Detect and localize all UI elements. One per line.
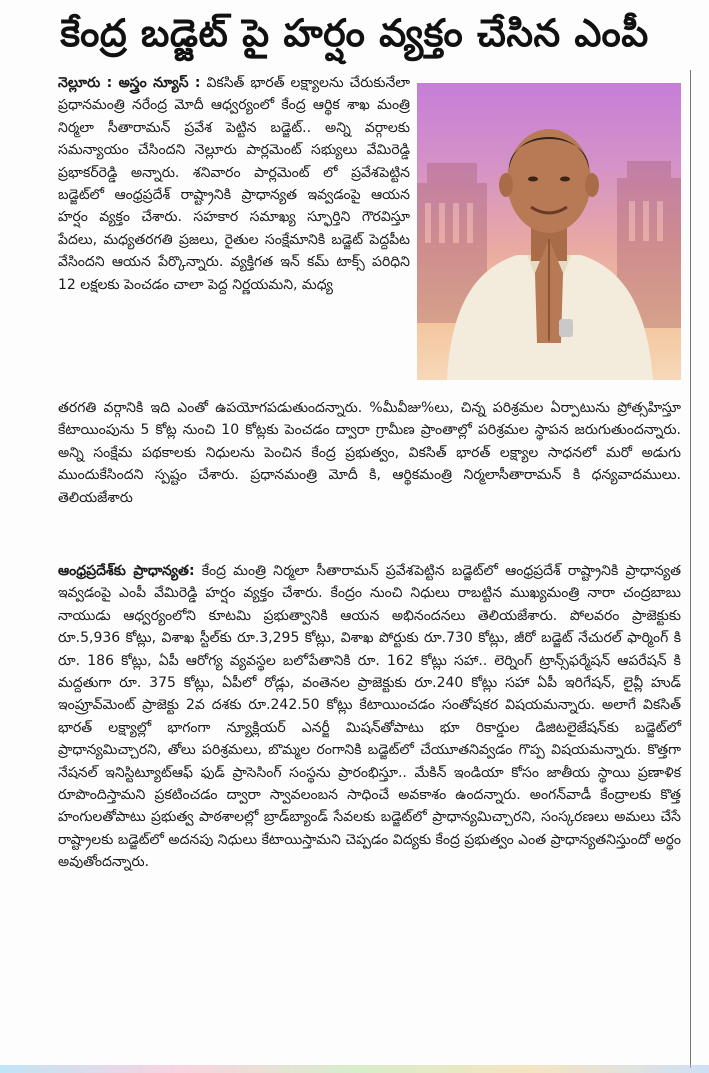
mp-photo (417, 83, 681, 380)
headline: కేంద్ర బడ్జెట్ పై హర్షం వ్యక్తం చేసిన ఎంపీ (60, 11, 649, 55)
dateline: నెల్లూరు : అస్త్రం న్యూస్ : (58, 75, 201, 91)
ap-priority-text: కేంద్ర మంత్రి నిర్మలా సీతారామన్ ప్రవేశపెట్టిన బడ్జెట్‌లో ఆంధ్రప్రదేశ్ రాష్ట్రానికి ప్రాధాన్యత ఇవ్వడంపై ఎంపీ వేమిరెడ్డి హర్షం వ్యక్తం చేశారు. కేంద్రం నుంచి నిధులు రాబట్టిన ముఖ్యమంత్రి నారా చంద్రబాబు నాయుడు ఆధ్వర్యంలోని కూటమి ప్రభుత్వానికి ఆయన అభినందనలు తెలియజేశారు. పోలవరం ప్రాజెక్టుకు రూ.5,936 కోట్లు, విశాఖ స్టీల్‌కు రూ.3,295 కోట్లు, విశాఖ పోర్టుకు రూ.730 కోట్లు, జీరో బడ్జెట్ నేచురల్ ఫార్మింగ్ కి రూ. 186 కోట్లు, ఏపీ ఆరోగ్య వ్యవస్థల బలోపేతానికి రూ. 162 కోట్లు సహా.. లెర్నింగ్ ట్రాన్స్‌ఫర్మేషన్ ఆపరేషన్ కి మద్దతుగా రూ. 375 కోట్లు, ఏపీలో రోడ్లు, వంతెనల ప్రాజెక్టుకు రూ.240 కోట్లు సహా ఏపీ ఇరిగేషన్, లైవ్లీ హుడ్ ఇంప్రూవ్‌మెంట్ ప్రాజెక్టు 2వ దశకు రూ.242.50 కోట్లు కేటాయించడం సంతోషకర విషయమన్నారు. అలాగే వికసిత్ భారత్ లక్ష్యాల్లో భాగంగా న్యూక్లియర్ ఎనర్జీ మిషన్‌తోపాటు భూ రికార్డుల డిజిటలైజేషన్‌కు బడ్జెట్‌లో ప్రాధాన్యమిచ్చారని, తోలు పరిశ్రమలు, బొమ్మల రంగానికి బడ్జెట్‌లో చేయూతనివ్వడం గొప్ప విషయమన్నారు. కొత్తగా నేషనల్ ఇనిస్టిట్యూట్‌ఆఫ్ ఫుడ్ ప్రాసెసింగ్ సంస్థను ప్రారంభిస్తూ.. మేకిన్ ఇండియా కోసం జాతీయ స్థాయి ప్రణాళిక రూపొందిస్తామని ప్రకటించడం ద్వారా స్వావలంబన సాధించే అవకాశం ఉందన్నారు. అంగన్‌వాడీ కేంద్రాలకు కొత్త హంగులతోపాటు ప్రభుత్వ పాఠశాలల్లో బ్రాడ్‌బ్యాండ్ సేవలకు బడ్జెట్‌లో ప్రాధాన్యమిచ్చారని, సంస్కరణలు అమలు చేసే రాష్ట్రాలకు బడ్జెట్‌లో అదనపు నిధులు కేటాయిస్తామని చెప్పడం విద్యకు కేంద్ర ప్రభుత్వం ఎంత ప్రాధాన్యతనిస్తుందో అర్థం అవుతోందన్నారు. (58, 563, 682, 871)
page-edge-strip (0, 1065, 709, 1073)
article-paragraph-intro (58, 72, 410, 296)
intro-text: వికసిత్ భారత్ లక్ష్యాలను చేరుకునేలా ప్రధానమంత్రి నరేంద్ర మోదీ ఆధ్వర్యంలో కేంద్ర ఆర్థిక శాఖ మంత్రి నిర్మలా సీతారామన్ ప్రవేశ పెట్టిన బడ్జెట్.. అన్ని వర్గాలకు సమన్యాయం చేసిందని నెల్లూరు పార్లమెంట్ సభ్యులు వేమిరెడ్డి ప్రభాకర్‌రెడ్డి అన్నారు. శనివారం పార్లమెంట్ లో ప్రవేశపెట్టిన బడ్జెట్‌లో ఆంధ్రప్రదేశ్ రాష్ట్రానికి ప్రాధాన్యత ఇవ్వడంపై ఆయన హర్షం వ్యక్తం చేశారు. సహకార సమాఖ్య స్ఫూర్తిని గౌరవిస్తూ పేదలు, మధ్యతరగతి ప్రజలు, రైతుల సంక్షేమానికి బడ్జెట్ పెద్దపీట వేసిందని ఆయన పేర్కొన్నారు. వ్యక్తిగత ఇన్ కమ్ టాక్స్ పరిధిని 12 లక్షలకు పెంచడం చాలా పెద్ద నిర్ణయమని, మధ్య (58, 75, 410, 293)
column-rule (690, 70, 691, 1068)
subheading: ఆంధ్రప్రదేశ్‌కు ప్రాధాన్యత: (58, 563, 195, 579)
article-paragraph-ap-priority (58, 560, 681, 874)
article-paragraph-intro-continued: తరగతి వర్గానికి ఇది ఎంతో ఉపయోగపడుతుందన్నారు. %మీవీజు%లు, చిన్న పరిశ్రమల ఏర్పాటును ప్రోత్సహిస్తూ కేటాయింపును 5 కోట్ల నుంచి 10 కోట్లకు పెంచడం ద్వారా గ్రామీణ ప్రాంతాల్లో పరిశ్రమల స్థాపన జరుగుతుందన్నారు. అన్ని సంక్షేమ పథకాలకు నిధులను పెంచిన కేంద్ర ప్రభుత్వం, వికసిత్ భారత్ లక్ష్యాల సాధనలో మరో అడుగు ముందుకేసిందని స్పష్టం చేశారు. ప్రధానమంత్రి మోదీ కి, ఆర్థికమంత్రి నిర్మలాసీతారామన్ కి ధన్యవాదములు. తెలియజేశారు (58, 400, 681, 506)
mp-portrait-illustration (417, 83, 681, 380)
